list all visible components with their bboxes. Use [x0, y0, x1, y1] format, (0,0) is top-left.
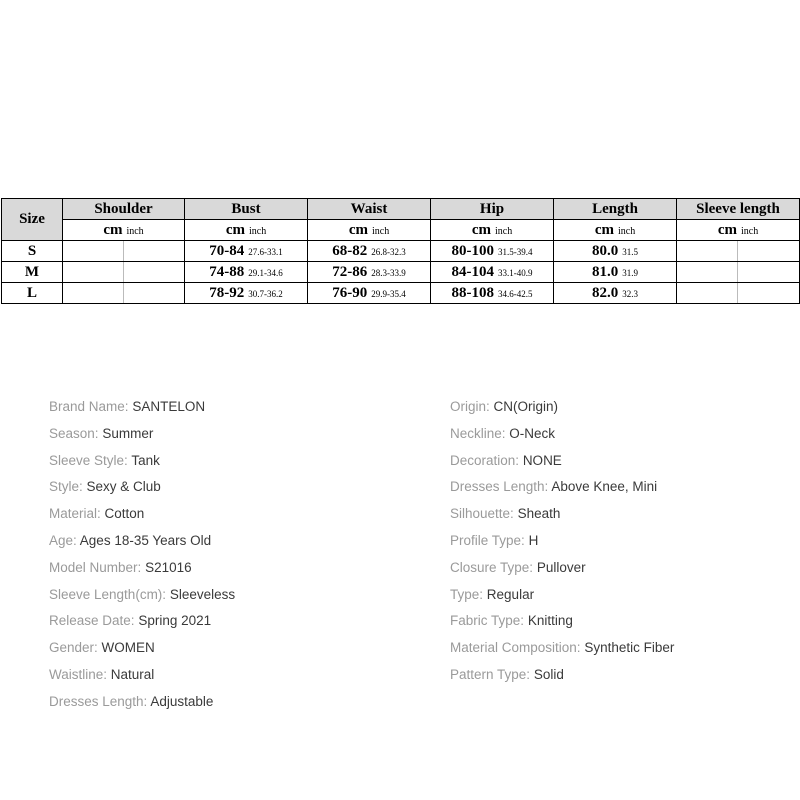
waist-measurement-cell	[308, 262, 431, 283]
spec-item	[450, 504, 674, 531]
shoulder-cm-cell	[63, 283, 124, 304]
hip-cm-value: 84-104	[451, 264, 495, 280]
spec-value: NONE	[522, 452, 562, 468]
unit-inch-label: inch	[126, 226, 144, 237]
spec-value: Solid	[533, 666, 564, 682]
sleeve-length-units	[677, 220, 800, 241]
length-measurement-cell	[554, 283, 677, 304]
spec-item	[450, 558, 674, 585]
spec-key: Material:	[49, 506, 101, 522]
spec-key: Waistline:	[49, 666, 108, 682]
spec-value: Adjustable	[150, 693, 214, 709]
hip-cm-value: 88-108	[451, 285, 495, 301]
spec-item	[49, 692, 235, 719]
waist-cm-value: 76-90	[332, 285, 368, 301]
unit-inch-label: inch	[371, 226, 390, 237]
unit-cm-label: cm	[471, 222, 491, 238]
unit-inch-label: inch	[740, 226, 759, 237]
unit-inch-label: inch	[248, 226, 267, 237]
spec-item	[450, 477, 674, 504]
specs-left-column	[49, 397, 235, 719]
hip-measurement-cell	[431, 262, 554, 283]
bust-measurement-cell	[185, 283, 308, 304]
spec-value: O-Neck	[509, 425, 556, 441]
waist-inch-value: 28.3-33.9	[371, 268, 406, 278]
hip-cm-value: 80-100	[451, 243, 495, 259]
bust-inch-value: 27.6-33.1	[248, 247, 283, 257]
unit-cm-label: cm	[594, 222, 614, 238]
size-column-header: Size	[2, 199, 63, 241]
spec-key: Style:	[49, 479, 83, 495]
waist-measurement-cell	[308, 241, 431, 262]
spec-key: Fabric Type:	[450, 613, 525, 629]
size-table-header-row	[2, 199, 800, 220]
shoulder-column-header: Shoulder	[63, 199, 185, 220]
bust-column-header: Bust	[185, 199, 308, 220]
spec-item	[49, 504, 235, 531]
spec-value: Sexy & Club	[86, 479, 161, 495]
waist-units	[308, 220, 431, 241]
spec-value: SANTELON	[132, 399, 206, 414]
spec-item	[49, 638, 235, 665]
waist-cm-value: 68-82	[332, 243, 368, 259]
spec-value: Ages 18-35 Years Old	[79, 532, 212, 548]
spec-key: Sleeve Style:	[49, 452, 128, 468]
size-label: M	[2, 262, 63, 283]
bust-inch-value: 30.7-36.2	[248, 289, 283, 299]
spec-key: Season:	[49, 425, 99, 441]
spec-item	[49, 477, 235, 504]
spec-key: Dresses Length:	[49, 693, 148, 709]
hip-measurement-cell	[431, 283, 554, 304]
bust-measurement-cell	[185, 262, 308, 283]
spec-value: Cotton	[104, 506, 145, 522]
hip-inch-value: 34.6-42.5	[498, 289, 533, 299]
shoulder-units	[63, 220, 185, 241]
length-inch-value: 31.5	[622, 247, 639, 257]
sleeve-length-inch-cell	[738, 283, 800, 304]
spec-item	[450, 397, 674, 424]
hip-inch-value: 33.1-40.9	[498, 268, 533, 278]
unit-cm-label: cm	[103, 222, 123, 238]
hip-measurement-cell	[431, 241, 554, 262]
size-row-m	[2, 262, 800, 283]
spec-item	[49, 611, 235, 638]
shoulder-cm-cell	[63, 241, 124, 262]
spec-item	[49, 558, 235, 585]
spec-key: Decoration:	[450, 452, 520, 468]
spec-key: Brand Name:	[49, 399, 129, 414]
size-label: L	[2, 283, 63, 304]
waist-cm-value: 72-86	[332, 264, 368, 280]
spec-item	[450, 424, 674, 451]
spec-value: S21016	[145, 559, 192, 575]
unit-row	[2, 220, 800, 241]
spec-value: Spring 2021	[138, 613, 212, 629]
length-measurement-cell	[554, 241, 677, 262]
hip-column-header: Hip	[431, 199, 554, 220]
waist-column-header: Waist	[308, 199, 431, 220]
unit-cm-label: cm	[717, 222, 737, 238]
unit-inch-label: inch	[494, 226, 513, 237]
spec-value: Sleeveless	[169, 586, 236, 602]
spec-key: Pattern Type:	[450, 666, 531, 682]
spec-item	[450, 531, 674, 558]
sleeve-length-column-header: Sleeve length	[677, 199, 800, 220]
spec-value: Synthetic Fiber	[584, 640, 675, 656]
hip-inch-value: 31.5-39.4	[498, 247, 533, 257]
spec-value: Natural	[110, 666, 155, 682]
bust-measurement-cell	[185, 241, 308, 262]
spec-value: Regular	[486, 586, 535, 602]
spec-item	[450, 665, 674, 692]
bust-cm-value: 70-84	[209, 243, 245, 259]
bust-cm-value: 74-88	[209, 264, 245, 280]
length-inch-value: 31.9	[622, 268, 639, 278]
spec-key: Age:	[49, 532, 77, 548]
bust-cm-value: 78-92	[209, 285, 245, 301]
spec-item	[49, 531, 235, 558]
size-label: S	[2, 241, 63, 262]
length-column-header: Length	[554, 199, 677, 220]
spec-value: WOMEN	[101, 640, 155, 656]
unit-cm-label: cm	[225, 222, 245, 238]
unit-inch-label: inch	[617, 226, 636, 237]
shoulder-inch-cell	[124, 241, 185, 262]
shoulder-inch-cell	[124, 262, 185, 283]
hip-units	[431, 220, 554, 241]
spec-item	[49, 451, 235, 478]
spec-value: CN(Origin)	[493, 399, 559, 414]
length-cm-value: 80.0	[592, 243, 619, 259]
spec-value: Pullover	[536, 559, 586, 575]
spec-key: Profile Type:	[450, 532, 525, 548]
size-row-s	[2, 241, 800, 262]
spec-item	[49, 397, 235, 424]
length-units	[554, 220, 677, 241]
spec-key: Type:	[450, 586, 484, 602]
spec-key: Dresses Length:	[450, 479, 549, 495]
sleeve-length-cm-cell	[677, 241, 738, 262]
spec-item	[49, 424, 235, 451]
sleeve-length-inch-cell	[738, 241, 800, 262]
waist-inch-value: 26.8-32.3	[371, 247, 406, 257]
unit-cm-label: cm	[348, 222, 368, 238]
spec-item	[49, 665, 235, 692]
length-inch-value: 32.3	[622, 289, 639, 299]
spec-key: Closure Type:	[450, 559, 534, 575]
spec-value: Above Knee, Mini	[551, 479, 658, 495]
waist-measurement-cell	[308, 283, 431, 304]
shoulder-inch-cell	[124, 283, 185, 304]
spec-key: Release Date:	[49, 613, 135, 629]
spec-key: Model Number:	[49, 559, 142, 575]
length-measurement-cell	[554, 262, 677, 283]
spec-key: Gender:	[49, 640, 98, 656]
spec-key: Silhouette:	[450, 506, 514, 522]
spec-item	[450, 451, 674, 478]
size-row-l	[2, 283, 800, 304]
specs-right-column	[450, 397, 674, 692]
spec-item	[450, 611, 674, 638]
spec-item	[450, 638, 674, 665]
spec-key: Origin:	[450, 399, 490, 414]
sleeve-length-cm-cell	[677, 262, 738, 283]
bust-units	[185, 220, 308, 241]
length-cm-value: 81.0	[592, 264, 619, 280]
shoulder-cm-cell	[63, 262, 124, 283]
length-cm-value: 82.0	[592, 285, 619, 301]
sleeve-length-cm-cell	[677, 283, 738, 304]
spec-value: Tank	[131, 452, 160, 468]
bust-inch-value: 29.1-34.6	[248, 268, 283, 278]
spec-value: Knitting	[527, 613, 573, 629]
spec-value: Summer	[102, 425, 154, 441]
spec-value: Sheath	[517, 506, 561, 522]
waist-inch-value: 29.9-35.4	[371, 289, 406, 299]
spec-key: Material Composition:	[450, 640, 581, 656]
spec-key: Sleeve Length(cm):	[49, 586, 167, 602]
spec-item	[450, 585, 674, 612]
spec-value: H	[528, 532, 539, 548]
spec-item	[49, 585, 235, 612]
spec-key: Neckline:	[450, 425, 506, 441]
size-chart-table	[1, 198, 800, 304]
sleeve-length-inch-cell	[738, 262, 800, 283]
